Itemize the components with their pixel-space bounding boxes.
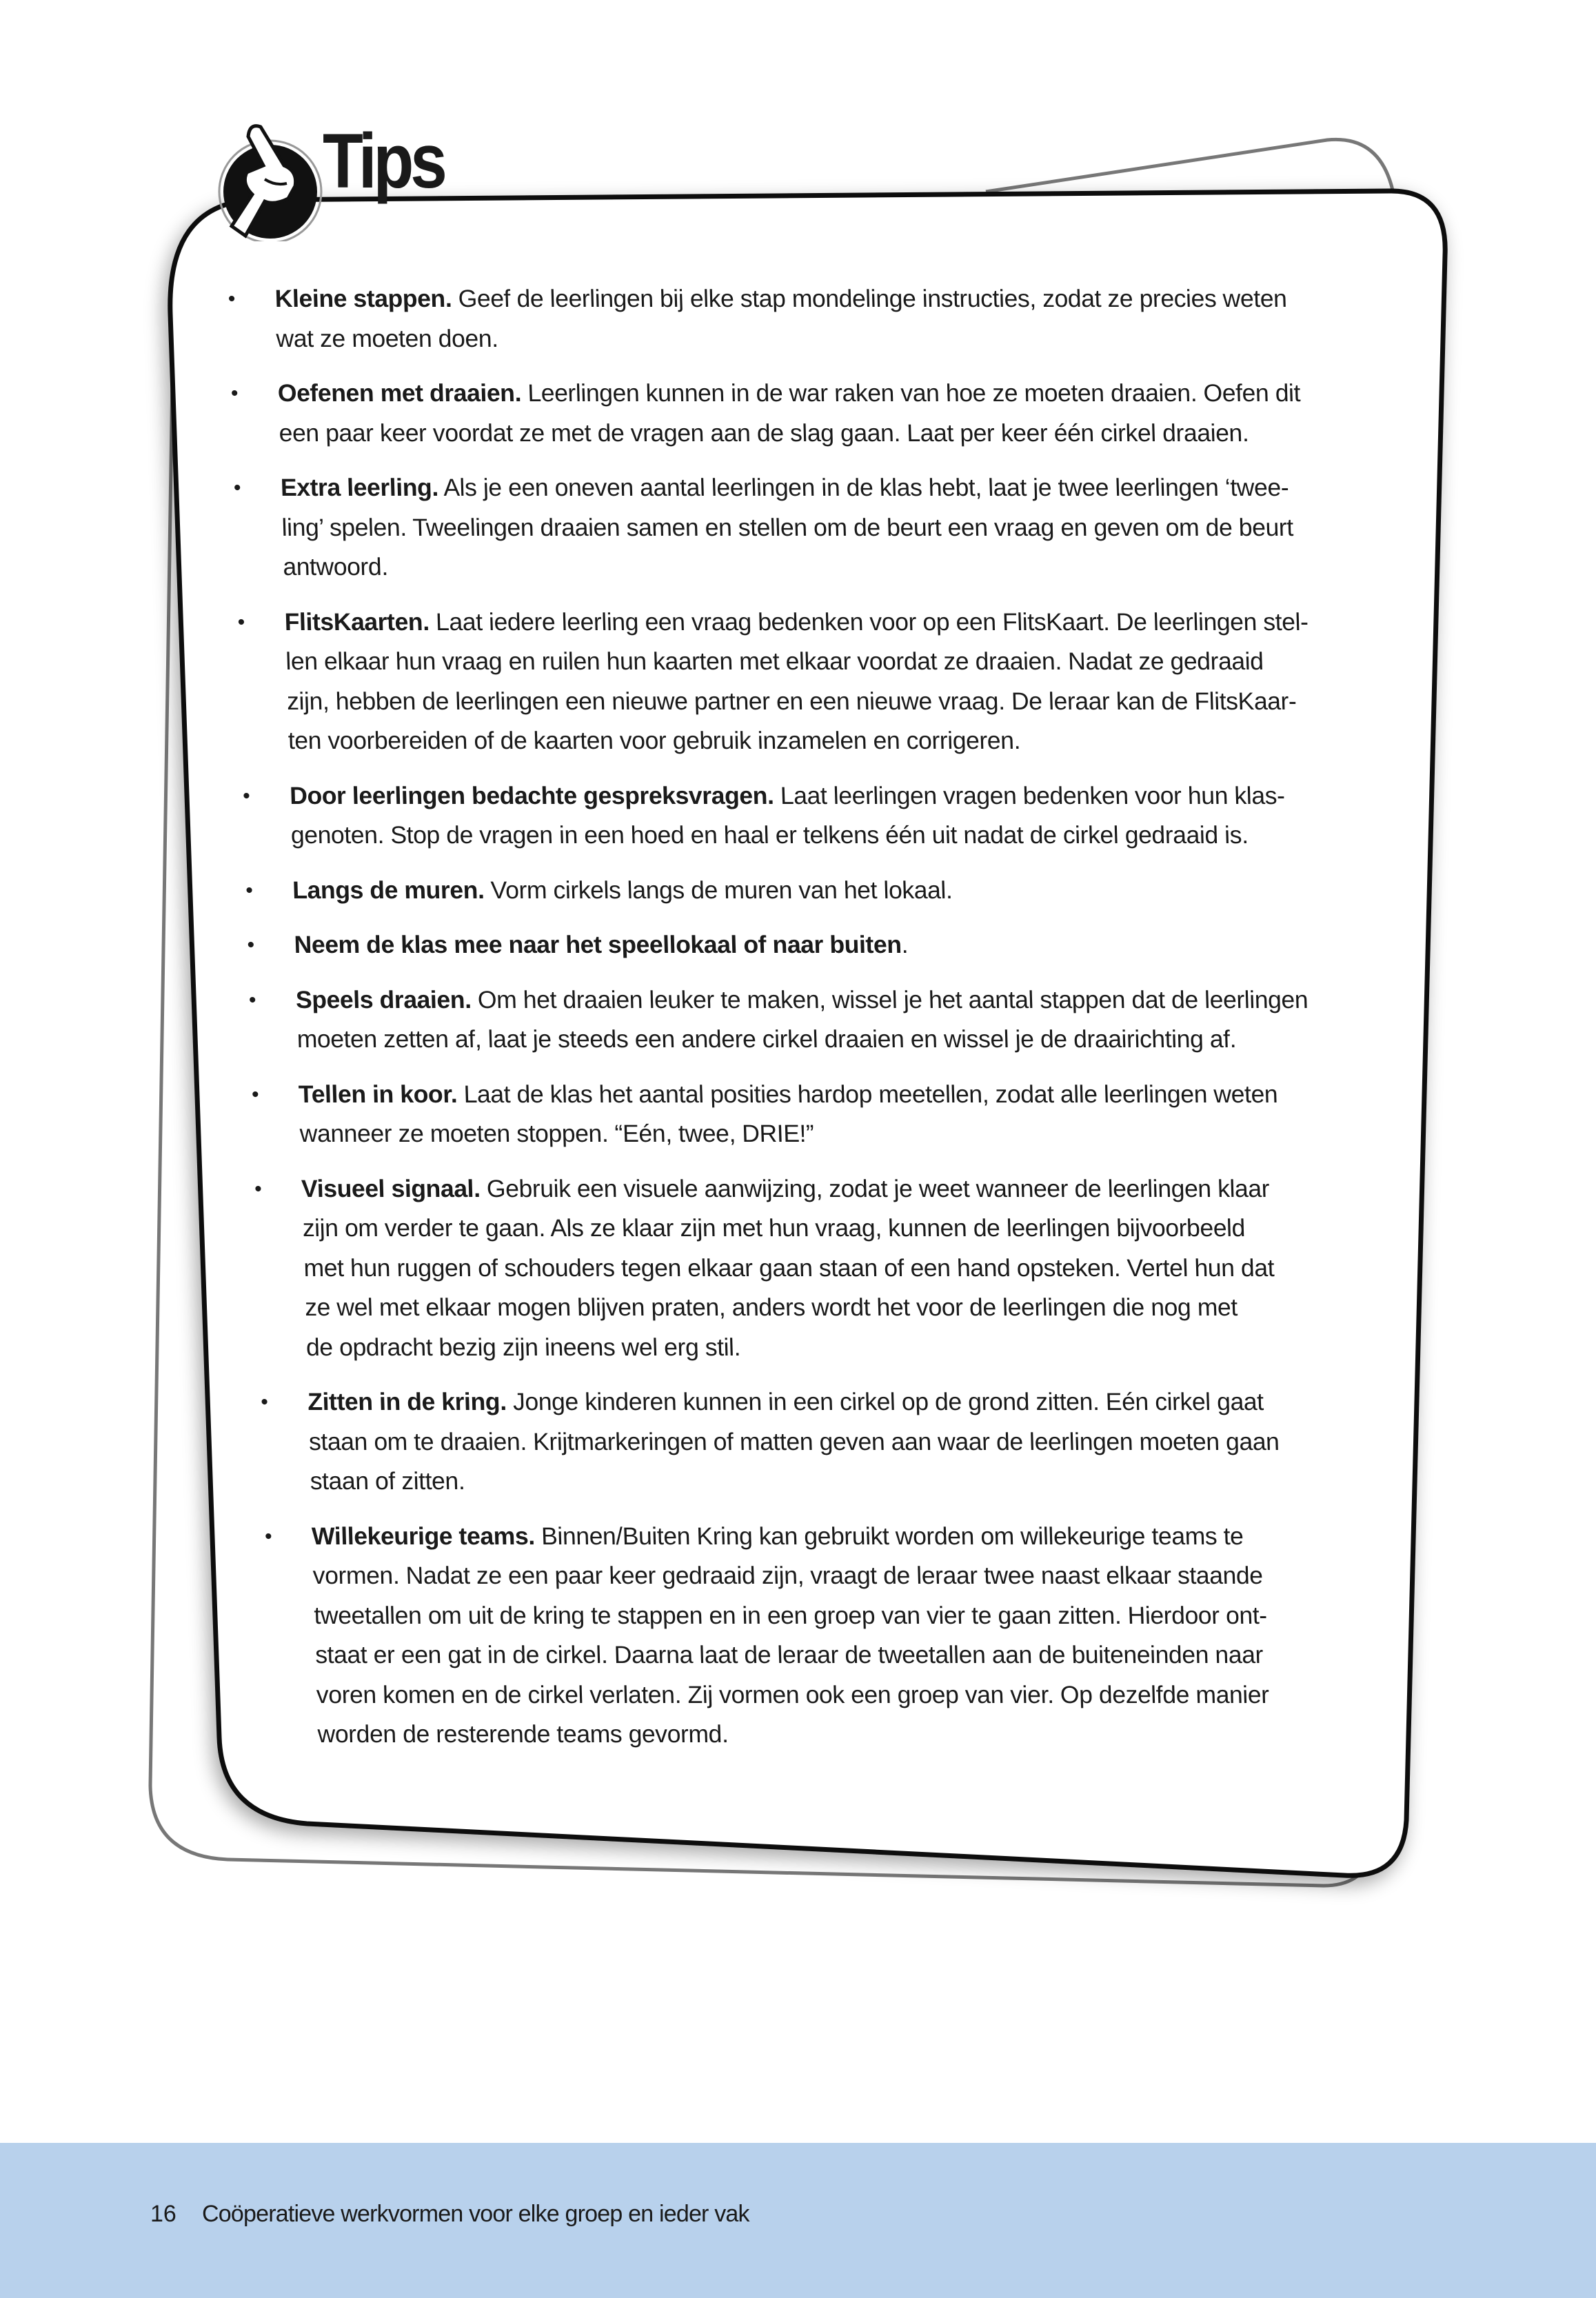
- tip-item: [260, 1382, 1334, 1502]
- pointing-hand-icon: [207, 117, 324, 241]
- tip-text: Binnen/Buiten Kring kan gebruikt worden om willekeurige teams te vormen. Nadat ze een paar keer gedraaid zijn, vraagt de leraar twee naast elkaar staande tweetallen om uit de kring te stappen en in een groep van vier te gaan zitten. Hierdoor ont- staat er een gat in de cirkel. Daarna laat de leraar de tweetallen aan de buiteneinden naar voren komen en de cirkel verlaten. Zij vormen ook een groep van vier. Op dezelfde manier worden de resterende teams gevormd.: [312, 1522, 1270, 1748]
- bullet: •: [254, 1177, 262, 1200]
- tip-item: [254, 1169, 1330, 1368]
- tip-title: Willekeurige teams.: [311, 1522, 536, 1550]
- tips-list: [228, 279, 1342, 1770]
- tip-text: Laat iedere leerling een vraag bedenken voor op een FlitsKaart. De leerlingen stel- len elkaar hun vraag en ruilen hun kaarten met elkaar voordat ze draaien. Nadat ze gedraaid zijn, hebben de leerlingen een nieuwe partner en een nieuwe vraag. De leraar kan de FlitsKaar- ten voorbereiden of de kaarten voor gebruik inzamelen en corrigeren.: [285, 607, 1309, 754]
- tip-text: Als je een oneven aantal leerlingen in de klas hebt, laat je twee leerlingen ‘twee- ling’ spelen. Tweelingen draaien samen en stellen om de beurt een vraag en geven om de beurt antwoord.: [281, 474, 1294, 581]
- tip-item: [251, 1075, 1324, 1154]
- footer: [0, 2143, 1596, 2298]
- tip-title: FlitsKaarten.: [284, 607, 430, 636]
- tip-item: [247, 925, 1318, 965]
- tip-text: Geef de leerlingen bij elke stap mondelinge instructies, zodat ze precies weten wat ze moeten doen.: [275, 285, 1288, 352]
- tip-item: [264, 1517, 1342, 1755]
- bullet: •: [228, 288, 236, 310]
- tip-item: [233, 468, 1307, 587]
- tip-title: Zitten in de kring.: [307, 1388, 507, 1415]
- tip-title: Tellen in koor.: [298, 1080, 458, 1108]
- tip-title: Visueel signaal.: [301, 1174, 481, 1202]
- tip-item: [248, 980, 1321, 1060]
- tip-text: Om het draaien leuker te maken, wissel je het aantal stappen dat de leerlingen moeten zetten af, laat je steeds een andere cirkel draaien en wissel je de draairichting af.: [296, 985, 1309, 1053]
- bullet: •: [251, 1082, 259, 1106]
- tip-item: [230, 374, 1303, 453]
- tip-text: Gebruik een visuele aanwijzing, zodat je weet wanneer de leerlingen klaar zijn om verder te gaan. Als ze klaar zijn met hun vraag, kunnen de leerlingen bijvoorbeeld met hun ruggen of schouders tegen elkaar gaan staan of een hand opsteken. Vertel hun dat ze wel met elkaar mogen blijven praten, anders wordt het voor de leerlingen die nog met de opdracht bezig zijn ineens wel erg stil.: [302, 1174, 1275, 1361]
- book-title: Coöperatieve werkvormen voor elke groep en ieder vak: [202, 2201, 749, 2227]
- bullet: •: [248, 988, 256, 1011]
- bullet: •: [247, 934, 255, 956]
- bullet: •: [242, 784, 250, 807]
- tip-title: Extra leerling.: [280, 474, 439, 501]
- tip-item: [237, 603, 1312, 761]
- tip-title: Speels draaien.: [295, 985, 472, 1014]
- bullet: •: [233, 476, 241, 499]
- tip-item: [245, 871, 1316, 911]
- bullet: •: [264, 1524, 272, 1548]
- tip-text: Vorm cirkels langs de muren van het lokaal.: [483, 876, 953, 904]
- tip-title: Oefenen met draaien.: [277, 379, 522, 407]
- tip-title: Neem de klas mee naar het speellokaal of naar buiten: [294, 931, 902, 958]
- tip-text: Jonge kinderen kunnen in een cirkel op de grond zitten. Eén cirkel gaat staan om te draaien. Krijtmarkeringen of matten geven aan waar de leerlingen moeten gaan staan of zitten.: [308, 1388, 1280, 1495]
- bullet: •: [245, 878, 253, 902]
- tip-item: [228, 279, 1300, 359]
- tip-text: .: [900, 931, 909, 958]
- tip-item: [242, 776, 1315, 856]
- tip-text: Leerlingen kunnen in de war raken van hoe ze moeten draaien. Oefen dit een paar keer voordat ze met de vragen aan de slag gaan. Laat per keer één cirkel draaien.: [279, 379, 1301, 447]
- tip-text: Laat de klas het aantal posities hardop meetellen, zodat alle leerlingen weten wanneer ze moeten stoppen. “Eén, twee, DRIE!”: [299, 1080, 1278, 1147]
- tip-title: Kleine stappen.: [274, 285, 452, 312]
- page-number: 16: [150, 2201, 176, 2227]
- tip-title: Langs de muren.: [292, 876, 485, 904]
- tip-text: Laat leerlingen vragen bedenken voor hun klas- genoten. Stop de vragen in een hoed en haal er telkens één uit nadat de cirkel gedraaid is.: [290, 781, 1285, 849]
- bullet: •: [237, 610, 245, 634]
- bullet: •: [260, 1391, 268, 1413]
- page-title: Tips: [323, 118, 444, 204]
- tip-title: Door leerlingen bedachte gespreksvragen.: [289, 781, 774, 809]
- bullet: •: [230, 382, 239, 405]
